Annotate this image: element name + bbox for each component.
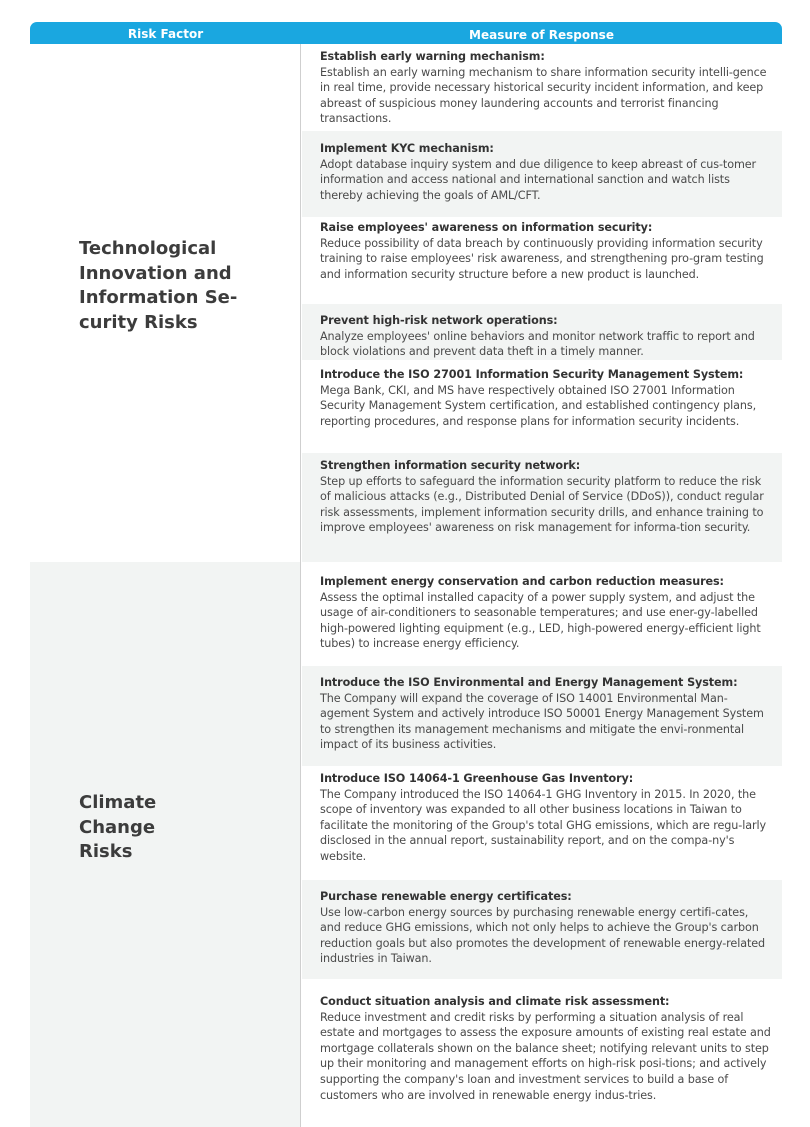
- measure-title: Conduct situation analysis and climate risk assessment:: [320, 995, 670, 1008]
- measure-title: Strengthen information security network:: [320, 459, 581, 472]
- measure-column-header: Measure of Response: [469, 28, 614, 42]
- factor-line: Change: [79, 816, 156, 838]
- table-header: [30, 22, 782, 44]
- risk-factor-technological: [79, 237, 249, 335]
- measure-description: The Company introduced the ISO 14064-1 GHG Inventory in 2015. In 2020, the scope of inventory was expanded to all other business locations in Taiwan to facilitate the monitoring of the Group's total GHG emissions, which are regu-larly disclosed in the annual report, sustainability report, and on the compa-ny's website.: [320, 787, 766, 863]
- measure-row: [302, 562, 782, 666]
- factor-line: Innovation and: [79, 262, 232, 284]
- factor-line: curity Risks: [79, 311, 198, 333]
- measure-title: Introduce the ISO 27001 Information Security Management System:: [320, 368, 744, 381]
- measure-row: [302, 453, 782, 562]
- measure-title: Implement KYC mechanism:: [320, 142, 494, 155]
- measure-description: Reduce investment and credit risks by performing a situation analysis of real estate and mortgages to assess the exposure amounts of existing real estate and mortgage collaterals shown on the balance sheet; notifying relevant units to step up their monitoring and management efforts on high-risk posi-tions; and actively supporting the company's loan and investment services to build a base of customers who are involved in renewable energy indus-tries.: [320, 1010, 771, 1102]
- measure-description: Assess the optimal installed capacity of a power supply system, and adjust the usage of air-conditioners to seasonable temperatures; and use ener-gy-labelled high-powered lighting equipment (e.g., LED, high-powered energy-efficient light tubes) to increase energy efficiency.: [320, 590, 761, 651]
- measure-row: [302, 666, 782, 766]
- measure-description: Adopt database inquiry system and due diligence to keep abreast of cus-tomer information and access national and international sanction and watch lists thereby achieving the goals of AML/CFT.: [320, 157, 757, 202]
- risk-factor-climate: [79, 791, 249, 865]
- measure-description: Step up efforts to safeguard the information security platform to reduce the risk of malicious attacks (e.g., Distributed Denial of Service (DDoS)), conduct regular risk assessments, implement information security drills, and enhance training to improve employees' awareness on risk management for informa-tion security.: [320, 474, 764, 535]
- measure-description: The Company will expand the coverage of ISO 14001 Environmental Man-agement System and actively introduce ISO 50001 Energy Management System to strengthen its management mechanisms and mitigate the envi-ronmental impact of its business activities.: [320, 691, 764, 752]
- measure-row: [302, 766, 782, 880]
- risk-factor-column-header: Risk Factor: [127, 27, 204, 41]
- measure-description: Analyze employees' online behaviors and monitor network traffic to report and block violations and prevent data theft in a timely manner.: [320, 329, 755, 359]
- column-divider: [300, 44, 301, 1127]
- factor-line: Information Se-: [79, 287, 238, 308]
- measure-title: Introduce the ISO Environmental and Energy Management System:: [320, 676, 738, 689]
- measure-title: Implement energy conservation and carbon reduction measures:: [320, 575, 724, 588]
- measure-row: [302, 47, 782, 131]
- measure-row: [302, 131, 782, 217]
- measure-description: Establish an early warning mechanism to share information security intelli-gence in real time, provide necessary historical security incident information, and keep abreast of suspicious money laundering accounts and terrorist financing transactions.: [320, 65, 767, 126]
- factor-line: Climate: [79, 792, 157, 813]
- measure-title: Establish early warning mechanism:: [320, 50, 545, 63]
- measure-description: Mega Bank, CKI, and MS have respectively obtained ISO 27001 Information Security Management System certification, and established contingency plans, reporting procedures, and response plans for information security incidents.: [320, 383, 757, 428]
- measure-row: [302, 880, 782, 979]
- measure-title: Raise employees' awareness on information security:: [320, 221, 653, 234]
- factor-line: Technological: [79, 238, 217, 259]
- measure-title: Purchase renewable energy certificates:: [320, 890, 572, 903]
- factor-line: Risks: [79, 841, 133, 862]
- measure-title: Prevent high-risk network operations:: [320, 314, 558, 327]
- measure-description: Reduce possibility of data breach by continuously providing information security training to raise employees' risk awareness, and strengthening pro-gram testing and information security structure before a new product is launched.: [320, 236, 764, 281]
- measure-description: Use low-carbon energy sources by purchasing renewable energy certifi-cates, and reduce GHG emissions, which not only helps to achieve the Group's carbon reduction goals but also promotes the development of renewable energy-related industries in Taiwan.: [320, 905, 766, 966]
- measure-title: Introduce ISO 14064-1 Greenhouse Gas Inventory:: [320, 772, 634, 785]
- measure-row: [302, 979, 782, 1127]
- measure-row: [302, 360, 782, 453]
- measure-row: [302, 304, 782, 360]
- measure-row: [302, 217, 782, 304]
